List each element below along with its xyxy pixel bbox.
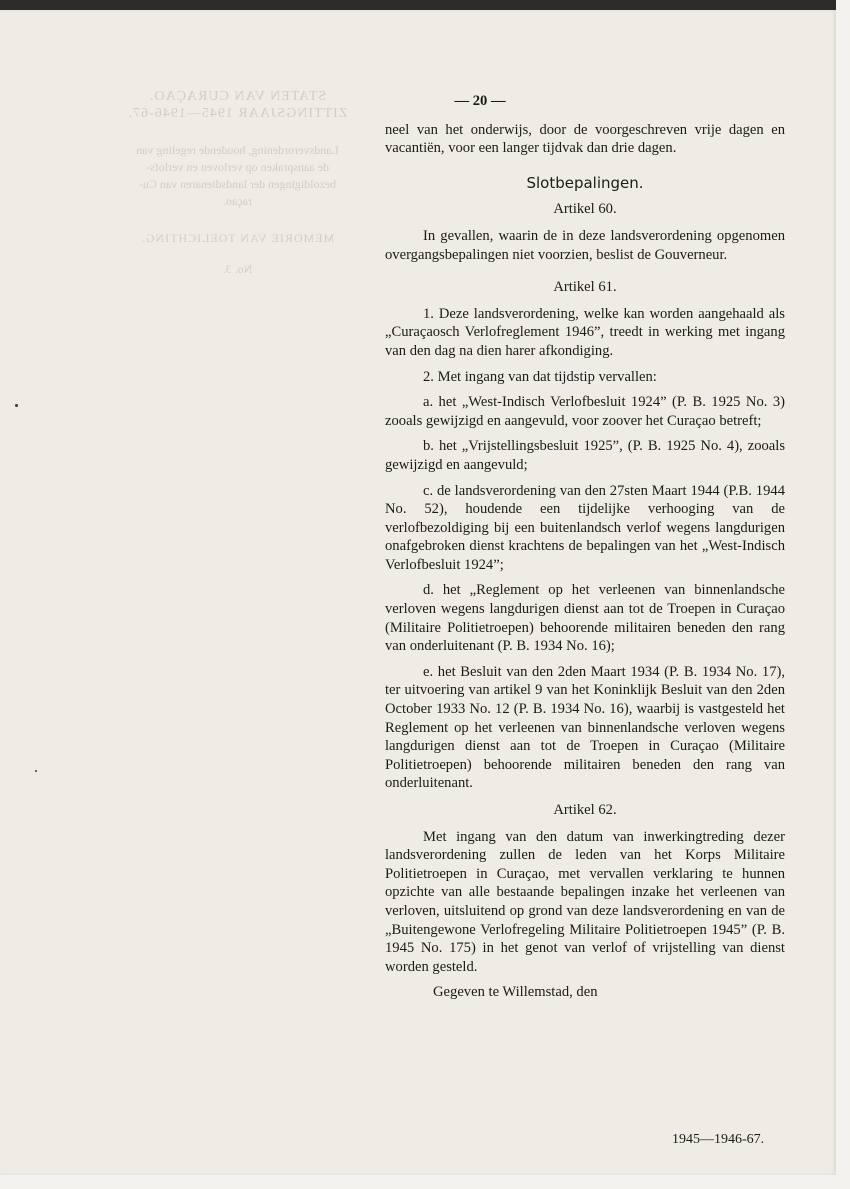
article-paragraph: 2. Met ingang van dat tijdstip vervallen: [423,368,657,385]
bleed-line: STATEN VAN CURAÇAO. [148,89,327,104]
article-subclause: c. de landsverordening van den 27sten Maart 1944 (P.B. 1944 No. 52), houdende een tijdelijke verhooging van de verlofbezoldiging bij een buitenlandsch verlof wegens langdurigen onafgebroken dienst krachtens de bepalingen van het „West-Indisch Verlofbesluit 1924”; [385,482,785,573]
bleed-line: Landsverordening, houdende regeling van [136,143,339,157]
article-paragraph: In gevallen, waarin de in deze landsverordening opgenomen overgangsbepalingen niet voorzien, beslist de Gouverneur. [385,227,785,263]
scan-border-right [836,0,850,1189]
main-text-column [385,92,785,1009]
article-heading: Artikel 60. [553,201,617,218]
article-heading: Artikel 61. [553,279,617,296]
page-number: — 20 — [454,93,506,109]
article-subclause: e. het Besluit van den 2den Maart 1934 (P. B. 1934 No. 17), ter uitvoering van artikel 9 van het Koninklijk Besluit van den 2den October 1933 No. 12 (P. B. 1934 No. 16), waarbij is vastgesteld het Reglement op het verleenen van binnenlandsche verloven wegens langdurigen dienst aan tot de Troepen in Curaçao (Militaire Politietroepen) behoorende militairen beneden den rang van onderluitenant. [385,663,785,792]
bleed-line: raçao. [223,194,252,208]
bleed-through-text [105,88,370,278]
intro-paragraph: neel van het onderwijs, door de voorgeschreven vrije dagen en vacantiën, voor een langer tijdvak dan drie dagen. [385,121,785,157]
bleed-line: MEMORIE VAN TOELICHTING. [140,231,335,245]
bleed-line: ZITTINGSJAAR 1945—1946-67. [127,106,348,121]
document-code: 1945—1946-67. [672,1132,765,1147]
bleed-line: No. 3. [222,262,253,276]
article-paragraph: 1. Deze landsverordening, welke kan worden aangehaald als „Curaçaosch Verlofreglement 1946”, treedt in werking met ingang van den dag na dien harer afkondiging. [385,305,785,359]
bleed-line: de aanspraken op verloven en verlofs- [146,160,329,174]
article-paragraph: Met ingang van den datum van inwerkingtreding dezer landsverordening zullen de leden van het Korps Militaire Politietroepen in Curaçao, met vervallen verklaring te hunnen opzichte van alle bestaande bepalingen inzake het verleenen van verloven, uitsluitend op grond van deze landsverordening en van de „Buitengewone Verlofregeling Militaire Politietroepen 1945” (P. B. 1945 No. 175) in het genot van verlof of vrijstelling van dienst worden gesteld. [385,828,785,975]
speck [15,404,18,407]
closing-line: Gegeven te Willemstad, den [433,984,598,1001]
section-heading: Slotbepalingen. [526,173,644,192]
article-heading: Artikel 62. [553,802,617,818]
speck [35,770,37,772]
bleed-line: bezoldigingen der landsdienaren van Cu- [138,177,337,191]
article-subclause: a. het „West-Indisch Verlofbesluit 1924” (P. B. 1925 No. 3) zooals gewijzigd en aangevuld, voor zoover het Curaçao betreft; [385,394,785,429]
article-subclause: b. het „Vrijstellingsbesluit 1925”, (P. B. 1925 No. 4), zooals gewijzigd en aangevuld; [385,438,785,473]
scan-border-top [0,0,850,10]
article-subclause: d. het „Reglement op het verleenen van binnenlandsche verloven wegens langdurigen dienst aan tot de Troepen in Curaçao (Militaire Politietroepen) behoorende militairen beneden den rang van onderluitenant (P. B. 1934 No. 16); [385,582,785,655]
scan-border-bottom [0,1175,850,1189]
